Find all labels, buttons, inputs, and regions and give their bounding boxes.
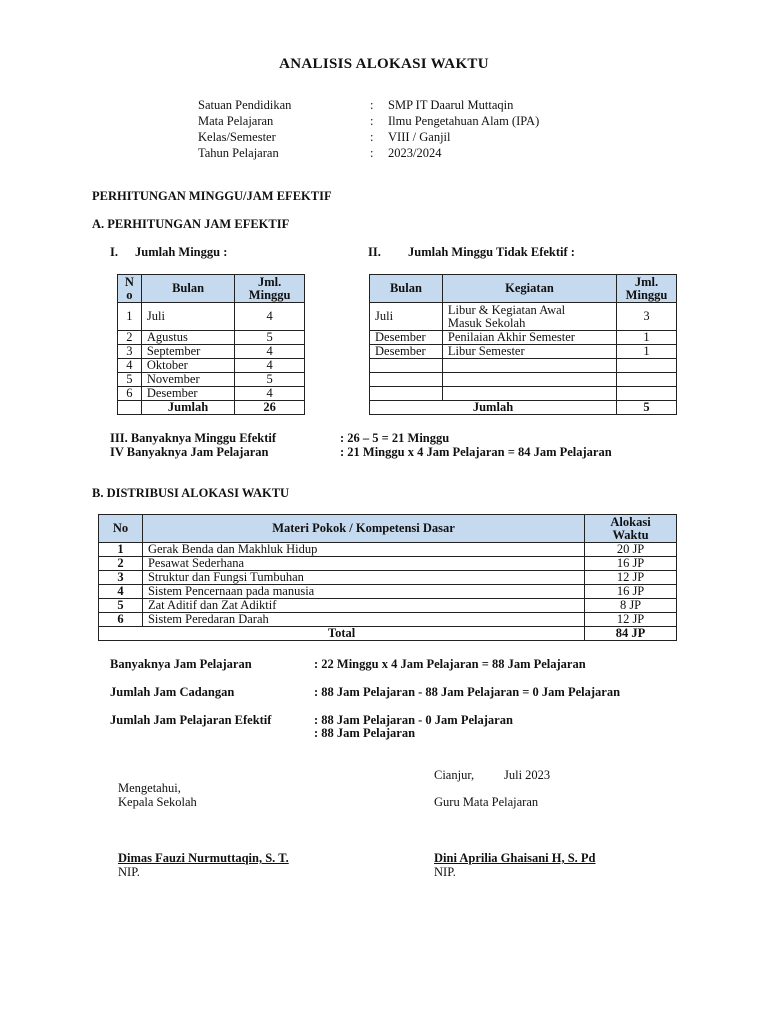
cell: 2 [118,331,142,345]
summary-value: : 22 Minggu x 4 Jam Pelajaran = 88 Jam Pelajaran [314,657,586,671]
table-row [99,613,677,627]
signature-date: Juli 2023 [504,768,551,782]
cell: Desember [141,387,234,401]
cell: Sistem Peredaran Darah [142,613,584,627]
table-row [370,359,677,373]
cell: Struktur dan Fungsi Tumbuhan [142,571,584,585]
cell: 1 [118,303,142,331]
section-b-heading: B. DISTRIBUSI ALOKASI WAKTU [92,486,290,500]
cell: November [141,373,234,387]
cell: 1 [617,345,677,359]
summary-label: Banyaknya Jam Pelajaran [110,657,252,671]
header-materi: Materi Pokok / Kompetensi Dasar [142,515,584,543]
cell: 5 [235,373,305,387]
cell: 16 JP [585,585,677,599]
cell: Sistem Pencernaan pada manusia [142,585,584,599]
cell: 5 [99,599,143,613]
section-a-heading: A. PERHITUNGAN JAM EFEKTIF [92,217,290,231]
total-row [118,401,305,415]
summary-value: : 88 Jam Pelajaran - 88 Jam Pelajaran = 0 Jam Pelajaran [314,685,621,699]
table-row [99,557,677,571]
cell: 4 [235,345,305,359]
header-kegiatan: Kegiatan [442,275,616,303]
header-jml-minggu: Jml. Minggu [235,275,305,303]
cell: 12 JP [585,613,677,627]
section-heading: PERHITUNGAN MINGGU/JAM EFEKTIF [92,189,332,203]
total-value: 5 [617,401,677,415]
meta-value: VIII / Ganjil [388,130,451,144]
page-title: ANALISIS ALOKASI WAKTU [279,56,489,72]
header-bulan: Bulan [141,275,234,303]
cell: 5 [118,373,142,387]
cell: Libur Semester [442,345,616,359]
meta-colon: : [370,146,374,160]
meta-label: Tahun Pelajaran [198,146,279,160]
summary-label: Jumlah Jam Cadangan [110,685,235,699]
signature-right-name: Dini Aprilia Ghaisani H, S. Pd [434,851,596,865]
header-bulan: Bulan [370,275,443,303]
cell: 2 [99,557,143,571]
cell: 4 [99,585,143,599]
cell: 3 [99,571,143,585]
cell: 4 [235,387,305,401]
cell: 6 [118,387,142,401]
table-row [99,571,677,585]
signature-right-nip: NIP. [434,865,456,879]
table-row [370,387,677,401]
summary-value-2: : 88 Jam Pelajaran [314,726,416,740]
header-alokasi: Alokasi Waktu [585,515,677,543]
table-row [118,331,305,345]
signature-left-name: Dimas Fauzi Nurmuttaqin, S. T. [118,851,289,865]
cell [442,387,616,401]
header-no: No [99,515,143,543]
signature-right-line1: Guru Mata Pelajaran [434,795,539,809]
line-iv-label: IV Banyaknya Jam Pelajaran [110,445,269,459]
cell: Zat Aditif dan Zat Adiktif [142,599,584,613]
meta-colon: : [370,130,374,144]
cell: Agustus [141,331,234,345]
cell [617,373,677,387]
table-row [370,331,677,345]
sub-ii-label: Jumlah Minggu Tidak Efektif : [408,245,575,259]
cell: Pesawat Sederhana [142,557,584,571]
cell: 20 JP [585,543,677,557]
table-row [99,543,677,557]
cell [442,359,616,373]
table-row [118,303,305,331]
total-label: Total [99,627,585,641]
table-row [118,359,305,373]
sub-i-label: Jumlah Minggu : [135,245,228,259]
signature-left-line1: Mengetahui, [118,781,181,795]
line-iv-value: : 21 Minggu x 4 Jam Pelajaran = 84 Jam Pelajaran [340,445,612,459]
cell: 4 [118,359,142,373]
cell: 6 [99,613,143,627]
meta-value: SMP IT Daarul Muttaqin [388,98,514,112]
table-row [370,373,677,387]
meta-colon: : [370,98,374,112]
meta-label: Satuan Pendidikan [198,98,292,112]
cell: 8 JP [585,599,677,613]
cell [617,359,677,373]
header-jml-minggu: Jml. Minggu [617,275,677,303]
table-row [370,345,677,359]
cell [370,387,443,401]
cell: Penilaian Akhir Semester [442,331,616,345]
table-row [118,345,305,359]
cell [370,359,443,373]
table-jumlah-minggu [117,274,305,415]
summary-value: : 88 Jam Pelajaran - 0 Jam Pelajaran [314,713,513,727]
cell [442,373,616,387]
cell: Oktober [141,359,234,373]
cell [617,387,677,401]
header-no: N o [118,275,142,303]
total-row [370,401,677,415]
cell: 4 [235,303,305,331]
cell: 1 [617,331,677,345]
meta-label: Mata Pelajaran [198,114,274,128]
cell: 1 [99,543,143,557]
table-row [370,303,677,331]
sub-ii-num: II. [368,245,381,259]
table-row [99,599,677,613]
summary-label: Jumlah Jam Pelajaran Efektif [110,713,272,727]
total-value: 26 [235,401,305,415]
cell [370,373,443,387]
line-iii-label: III. Banyaknya Minggu Efektif [110,431,277,445]
total-label: Jumlah [141,401,234,415]
signature-left-line2: Kepala Sekolah [118,795,197,809]
meta-value: 2023/2024 [388,146,442,160]
table-row [99,585,677,599]
cell: 3 [118,345,142,359]
table-row [118,387,305,401]
table-row [118,373,305,387]
cell [118,401,142,415]
signature-left-nip: NIP. [118,865,140,879]
cell: Desember [370,345,443,359]
cell: Juli [370,303,443,331]
cell: Juli [141,303,234,331]
total-row [99,627,677,641]
meta-label: Kelas/Semester [198,130,276,144]
cell: September [141,345,234,359]
meta-value: Ilmu Pengetahuan Alam (IPA) [388,114,540,128]
meta-colon: : [370,114,374,128]
cell: Desember [370,331,443,345]
total-value: 84 JP [585,627,677,641]
total-label: Jumlah [370,401,617,415]
table-minggu-tidak-efektif [369,274,677,415]
cell: 3 [617,303,677,331]
cell: Gerak Benda dan Makhluk Hidup [142,543,584,557]
cell: 16 JP [585,557,677,571]
table-distribusi [98,514,677,641]
sub-i-num: I. [110,245,118,259]
cell: 4 [235,359,305,373]
signature-place: Cianjur, [434,768,475,782]
cell: Libur & Kegiatan Awal Masuk Sekolah [442,303,616,331]
cell: 12 JP [585,571,677,585]
cell: 5 [235,331,305,345]
line-iii-value: : 26 – 5 = 21 Minggu [340,431,450,445]
